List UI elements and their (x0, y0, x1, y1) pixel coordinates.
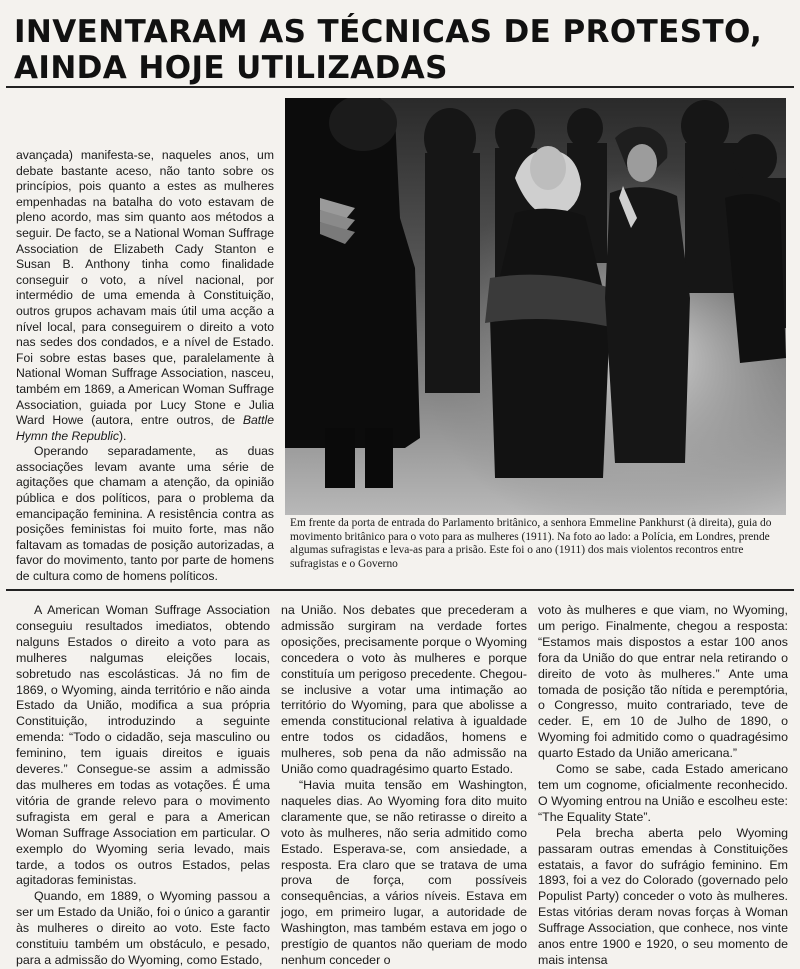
col2-paragraph-1: na União. Nos debates que precederam a admissão surgiram na verdade fortes oposições, precisamente porque o Wyoming concedera o voto às mulheres e porque constituía um perigoso precedente. Chegou-se inclusive a votar uma intimação ao território do Wyoming, para que abolisse a emenda constitucional relativa à igualdade entre todos os cidadãos, homens e mulheres, sob pena da não admissão na União como quadragésimo quarto Estado. (281, 603, 527, 777)
text-column-1 (16, 603, 270, 969)
text-column-2 (281, 603, 527, 969)
col1-paragraph-1: A American Woman Suffrage Association conseguiu resultados imediatos, obtendo nalguns Estados o direito a voto para as mulheres nalgumas eleições locais, sobretudo nas escolásticas. Já no fim de 1869, o Wyoming, ainda território e não ainda Estado da União, modifica a sua própria Constituição, introduzindo a seguinte emenda: “Todo o cidadão, seja masculino ou feminino, tem iguais direitos e iguais deveres.” Consegue-se assim a admissão das mulheres em todas as votações. É uma vitória de grande relevo para o movimento sufragista em geral e para a American Woman Suffrage Association em particular. O exemplo do Wyoming seria levado, mais tarde, a todos os outros Estados, pelas agitadoras feministas. (16, 603, 270, 888)
headline: INVENTARAM AS TÉCNICAS DE PROTESTO, AINDA HOJE UTILIZADAS (14, 14, 763, 86)
col3-paragraph-1: voto às mulheres e que viam, no Wyoming, um perigo. Finalmente, chegou a resposta: “Estamos mais dispostos a estar 100 anos fora da União do que entrar nela retirando o direito de voto às mulheres.” Ante uma tomada de posição tão nítida e peremptória, o Congresso, muito contrariado, teve de ceder. E, em 10 de Julho de 1890, o Wyoming foi admitido como o quadragésimo quarto Estado da União americana.” (538, 603, 788, 761)
upper-paragraph-1-text: avançada) manifesta-se, naqueles anos, um debate bastante aceso, não tanto sobre os princípios, pois quanto a estes as mulheres empenhadas na batalha do voto estavam de pleno acordo, mas sim quanto aos métodos a seguir. De facto, se a National Woman Suffrage Association de Elizabeth Cady Stanton e Susan B. Anthony tinha como finalidade conseguir o voto, a nível nacional, por intermédio de uma emenda à Constituição, outros grupos achavam mais útil uma acção a nível local, para conseguirem o direito a voto nas sedes dos condados, e a nível de Estado. Foi sobre estas bases que, paralelamente à National Woman Suffrage Association, nasceu, também em 1869, a American Woman Suffrage Association, guiada por Lucy Stone e Julia Ward Howe (autora, entre outros, de (16, 148, 274, 428)
suffragette-photo (285, 98, 786, 515)
col2-paragraph-2: “Havia muita tensão em Washington, naqueles dias. Ao Wyoming fora dito muito claramente que, se não retirasse o direito a voto às mulheres, não seria admitido como Estado. Esperava-se, com ansiedade, a resposta. Era claro que se tratava de uma prova de força, com possíveis consequências, a vários níveis. Estava em jogo, em primeiro lugar, a autoridade de Washington, mas também estava em jogo o prestígio de quantos não queriam de modo nenhum conceder o (281, 777, 527, 967)
col3-paragraph-2: Como se sabe, cada Estado americano tem um cognome, oficialmente reconhecido. O Wyoming entrou na União e escolheu este: “The Equality State”. (538, 762, 788, 824)
col3-paragraph-3: Pela brecha aberta pelo Wyoming passaram outras emendas à Constituições estatais, a favor do sufrágio feminino. Em 1893, foi a vez do Colorado (governado pelo Populist Party) conceder o voto às mulheres. Estas vitórias deram novas forças à Woman Suffrage Association, que conhece, nos vinte anos entre 1900 e 1920, o seu momento de mais intensa (538, 825, 788, 967)
upper-paragraph-2: Operando separadamente, as duas associações levam avante uma série de agitações que chamam a atenção, da opinião pública e dos políticos, para o problema da emancipação feminina. A resistência contra as posições feministas foi muito forte, mas não faltavam as tomadas de posição autorizadas, a favor do movimento, tanto por parte de homens de cultura como de homens políticos. (16, 444, 274, 584)
upper-paragraph-1 (16, 148, 274, 444)
section-divider (6, 589, 794, 591)
photo-illustration (285, 98, 786, 515)
book-title: Battle Hymn the Republic (16, 413, 274, 443)
upper-paragraph-1-end: ). (118, 428, 127, 443)
photo-caption: Em frente da porta de entrada do Parlamento britânico, a senhora Emmeline Pankhurst (à direita), guia do movimento britânico para o voto para as mulheres (1911). Na foto ao lado: a Polícia, em Londres, prende algumas sufragistas e leva-as para a prisão. Este foi o ano (1911) dos mais violentos recontros entre sufragistas e o Governo (290, 517, 772, 570)
top-divider (6, 86, 794, 88)
text-column-3 (538, 603, 788, 969)
col1-paragraph-2: Quando, em 1889, o Wyoming passou a ser um Estado da União, foi o único a garantir às mulheres o direito ao voto. Este facto constituiu também um obstáculo, e pesado, para a admissão do Wyoming, como Estado, (16, 889, 270, 967)
upper-text-column (16, 148, 274, 585)
